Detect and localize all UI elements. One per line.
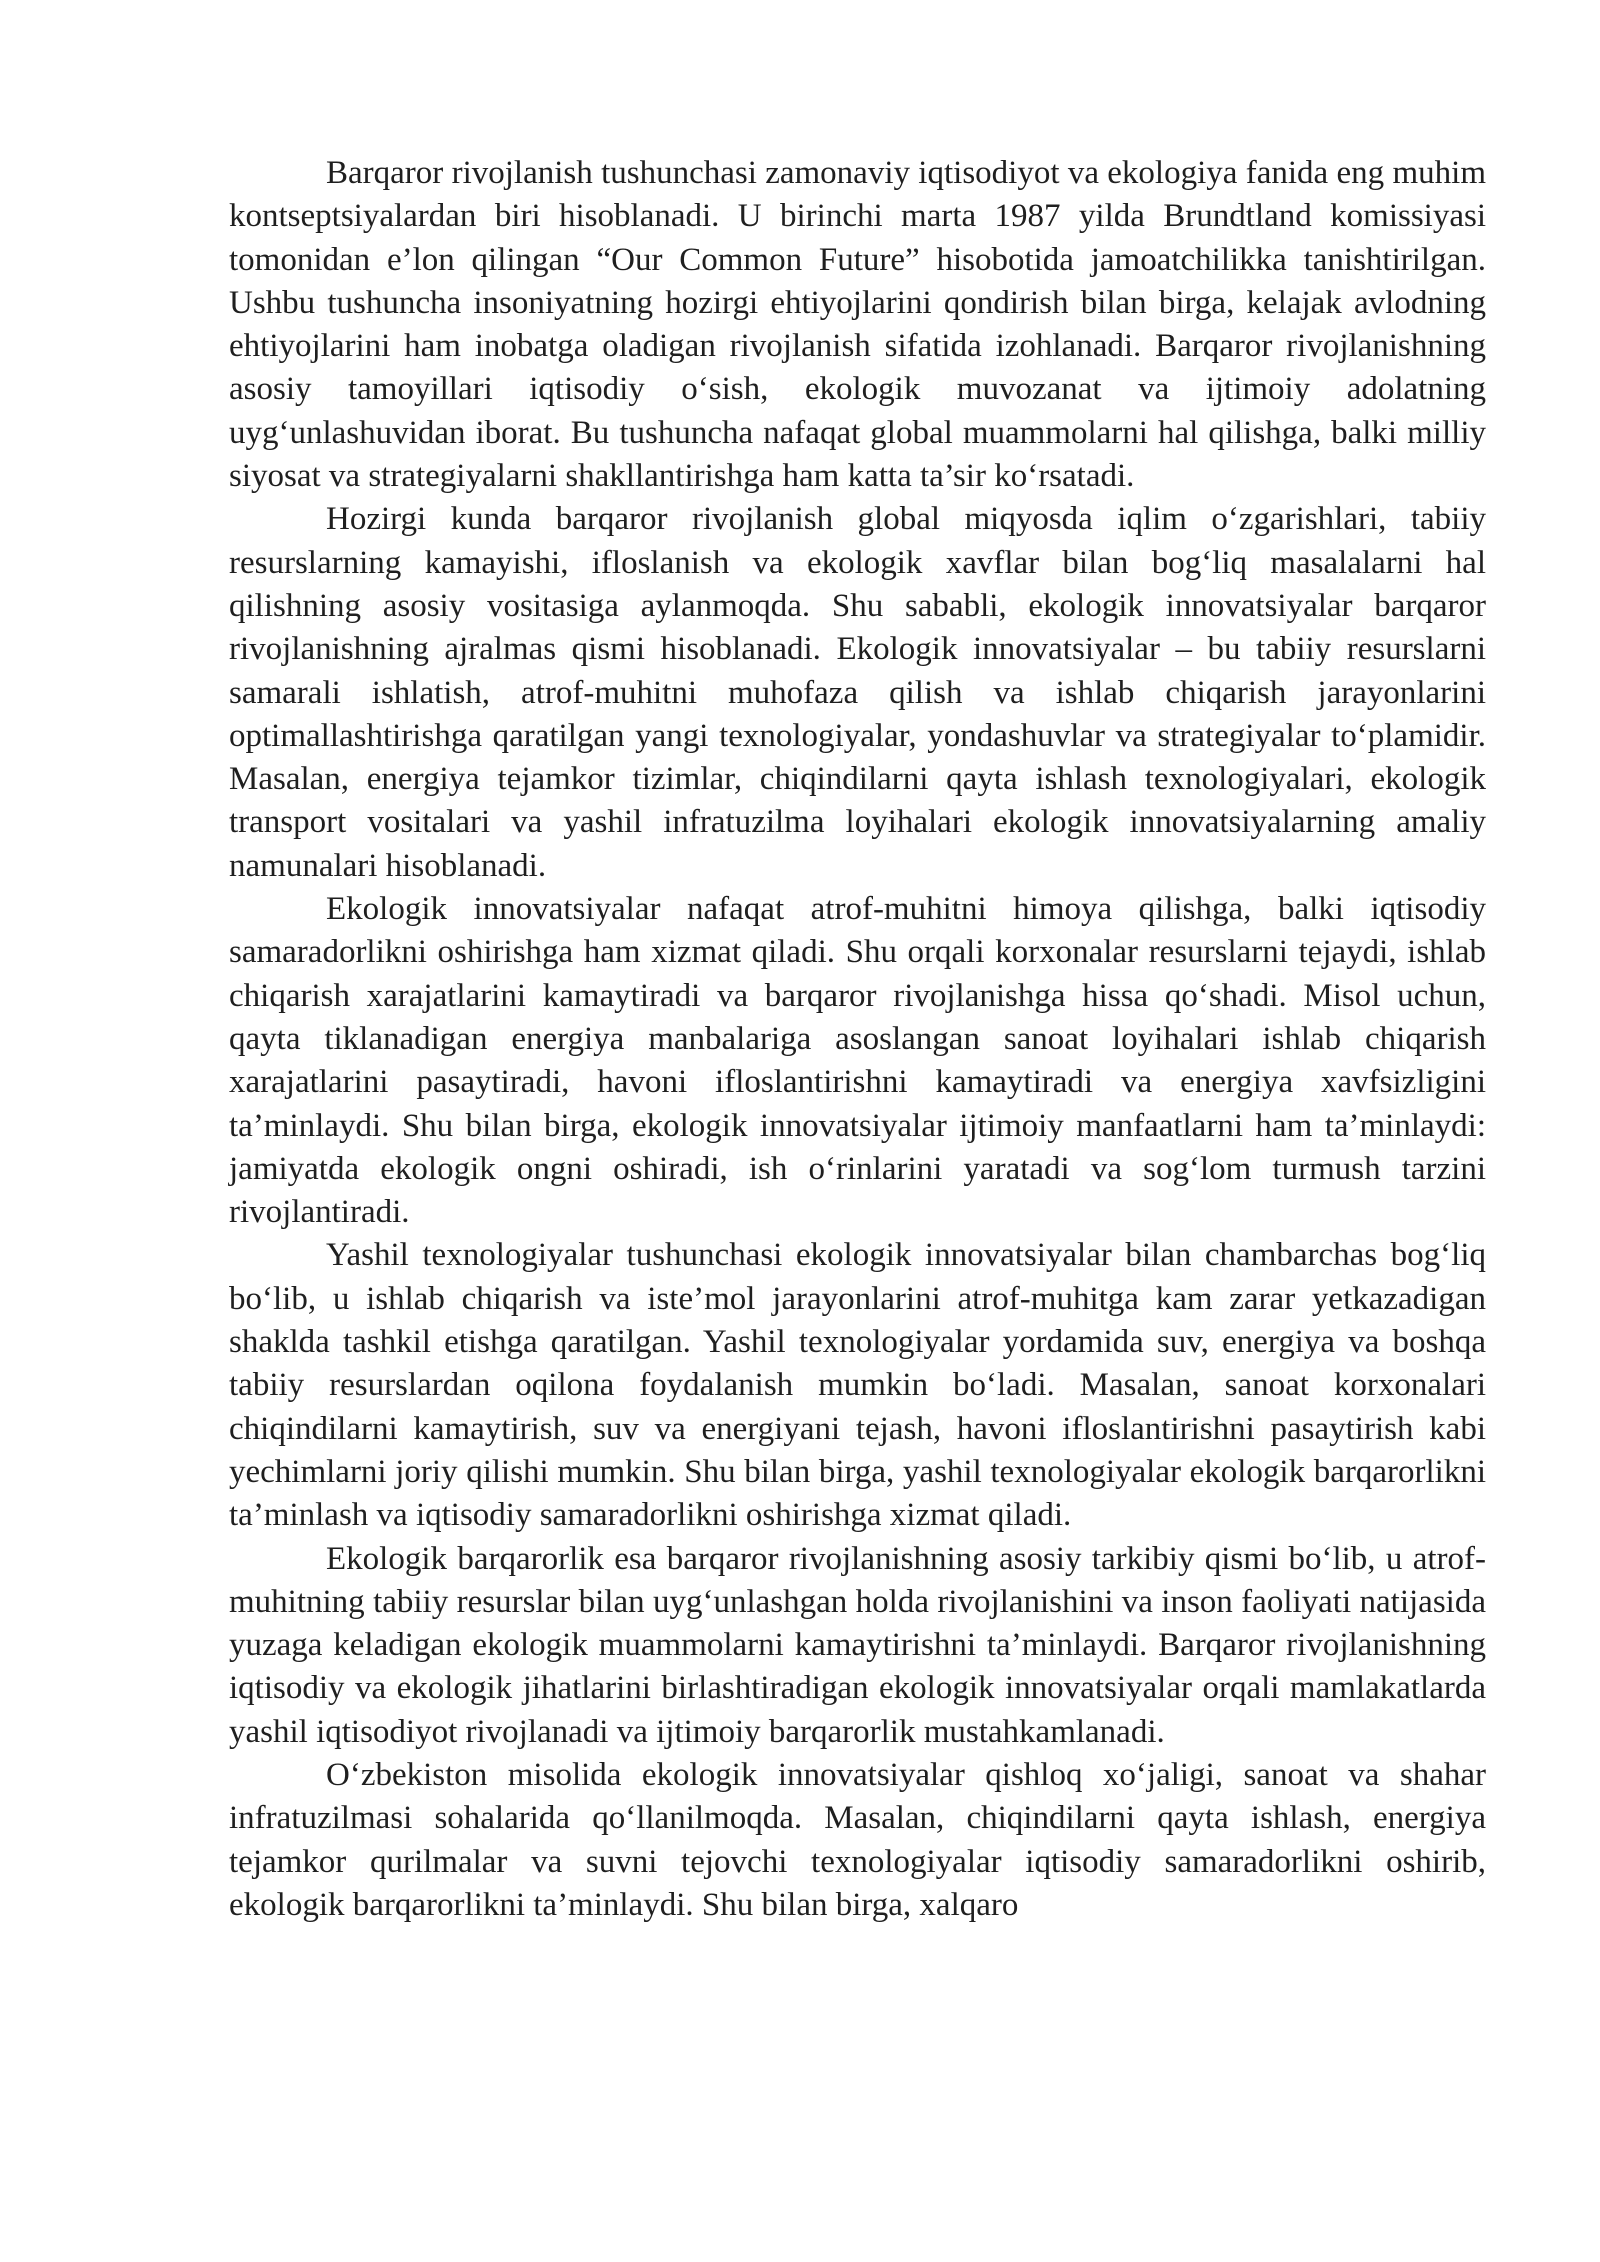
paragraph-4: Yashil texnologiyalar tushunchasi ekologik innovatsiyalar bilan chambarchas bog‘liq bo‘lib, u ishlab chiqarish va iste’mol jarayonlarini atrof-muhitga kam zarar yetkazadigan shaklda tashkil etishga qaratilgan. Yashil texnologiyalar yordamida suv, energiya va boshqa tabiiy resurslardan oqilona foydalanish mumkin bo‘ladi. Masalan, sanoat korxonalari chiqindilarni kamaytirish, suv va energiyani tejash, havoni ifloslantirishni pasaytirish kabi yechimlarni joriy qilishi mumkin. Shu bilan birga, yashil texnologiyalar ekologik barqarorlikni ta’minlash va iqtisodiy samaradorlikni oshirishga xizmat qiladi. [229, 1237, 1486, 1534]
paragraph-5: Ekologik barqarorlik esa barqaror rivojlanishning asosiy tarkibiy qismi bo‘lib, u atrof-muhitning tabiiy resurslar bilan uyg‘unlashgan holda rivojlanishini va inson faoliyati natijasida yuzaga keladigan ekologik muammolarni kamaytirishni ta’minlaydi. Barqaror rivojlanishning iqtisodiy va ekologik jihatlarini birlashtiradigan ekologik innovatsiyalar orqali mamlakatlarda yashil iqtisodiyot rivojlanadi va ijtimoiy barqarorlik mustahkamlanadi. [229, 1540, 1486, 1750]
paragraph-6: O‘zbekiston misolida ekologik innovatsiyalar qishloq xo‘jaligi, sanoat va shahar infratuzilmasi sohalarida qo‘llanilmoqda. Masalan, chiqindilarni qayta ishlash, energiya tejamkor qurilmalar va suvni tejovchi texnologiyalar iqtisodiy samaradorlikni oshirib, ekologik barqarorlikni ta’minlaydi. Shu bilan birga, xalqaro [229, 1756, 1486, 1923]
paragraph-1: Barqaror rivojlanish tushunchasi zamonaviy iqtisodiyot va ekologiya fanida eng muhim kontseptsiyalardan biri hisoblanadi. U birinchi marta 1987 yilda Brundtland komissiyasi tomonidan e’lon qilingan “Our Common Future” hisobotida jamoatchilikka tanishtirilgan. Ushbu tushuncha insoniyatning hozirgi ehtiyojlarini qondirish bilan birga, kelajak avlodning ehtiyojlarini ham inobatga oladigan rivojlanish sifatida izohlanadi. Barqaror rivojlanishning asosiy tamoyillari iqtisodiy o‘sish, ekologik muvozanat va ijtimoiy adolatning uyg‘unlashuvidan iborat. Bu tushuncha nafaqat global muammolarni hal qilishga, balki milliy siyosat va strategiyalarni shakllantirishga ham katta ta’sir ko‘rsatadi. [229, 155, 1486, 495]
paragraph-2: Hozirgi kunda barqaror rivojlanish global miqyosda iqlim o‘zgarishlari, tabiiy resurslarning kamayishi, ifloslanish va ekologik xavflar bilan bog‘liq masalalarni hal qilishning asosiy vositasiga aylanmoqda. Shu sababli, ekologik innovatsiyalar barqaror rivojlanishning ajralmas qismi hisoblanadi. Ekologik innovatsiyalar – bu tabiiy resurslarni samarali ishlatish, atrof-muhitni muhofaza qilish va ishlab chiqarish jarayonlarini optimallashtirishga qaratilgan yangi texnologiyalar, yondashuvlar va strategiyalar to‘plamidir. Masalan, energiya tejamkor tizimlar, chiqindilarni qayta ishlash texnologiyalari, ekologik transport vositalari va yashil infratuzilma loyihalari ekologik innovatsiyalarning amaliy namunalari hisoblanadi. [229, 501, 1486, 884]
paragraph-3: Ekologik innovatsiyalar nafaqat atrof-muhitni himoya qilishga, balki iqtisodiy samaradorlikni oshirishga ham xizmat qiladi. Shu orqali korxonalar resurslarni tejaydi, ishlab chiqarish xarajatlarini kamaytiradi va barqaror rivojlanishga hissa qo‘shadi. Misol uchun, qayta tiklanadigan energiya manbalariga asoslangan sanoat loyihalari ishlab chiqarish xarajatlarini pasaytiradi, havoni ifloslantirishni kamaytiradi va energiya xavfsizligini ta’minlaydi. Shu bilan birga, ekologik innovatsiyalar ijtimoiy manfaatlarni ham ta’minlaydi: jamiyatda ekologik ongni oshiradi, ish o‘rinlarini yaratadi va sog‘lom turmush tarzini rivojlantiradi. [229, 891, 1486, 1231]
body-text [229, 152, 1486, 1927]
